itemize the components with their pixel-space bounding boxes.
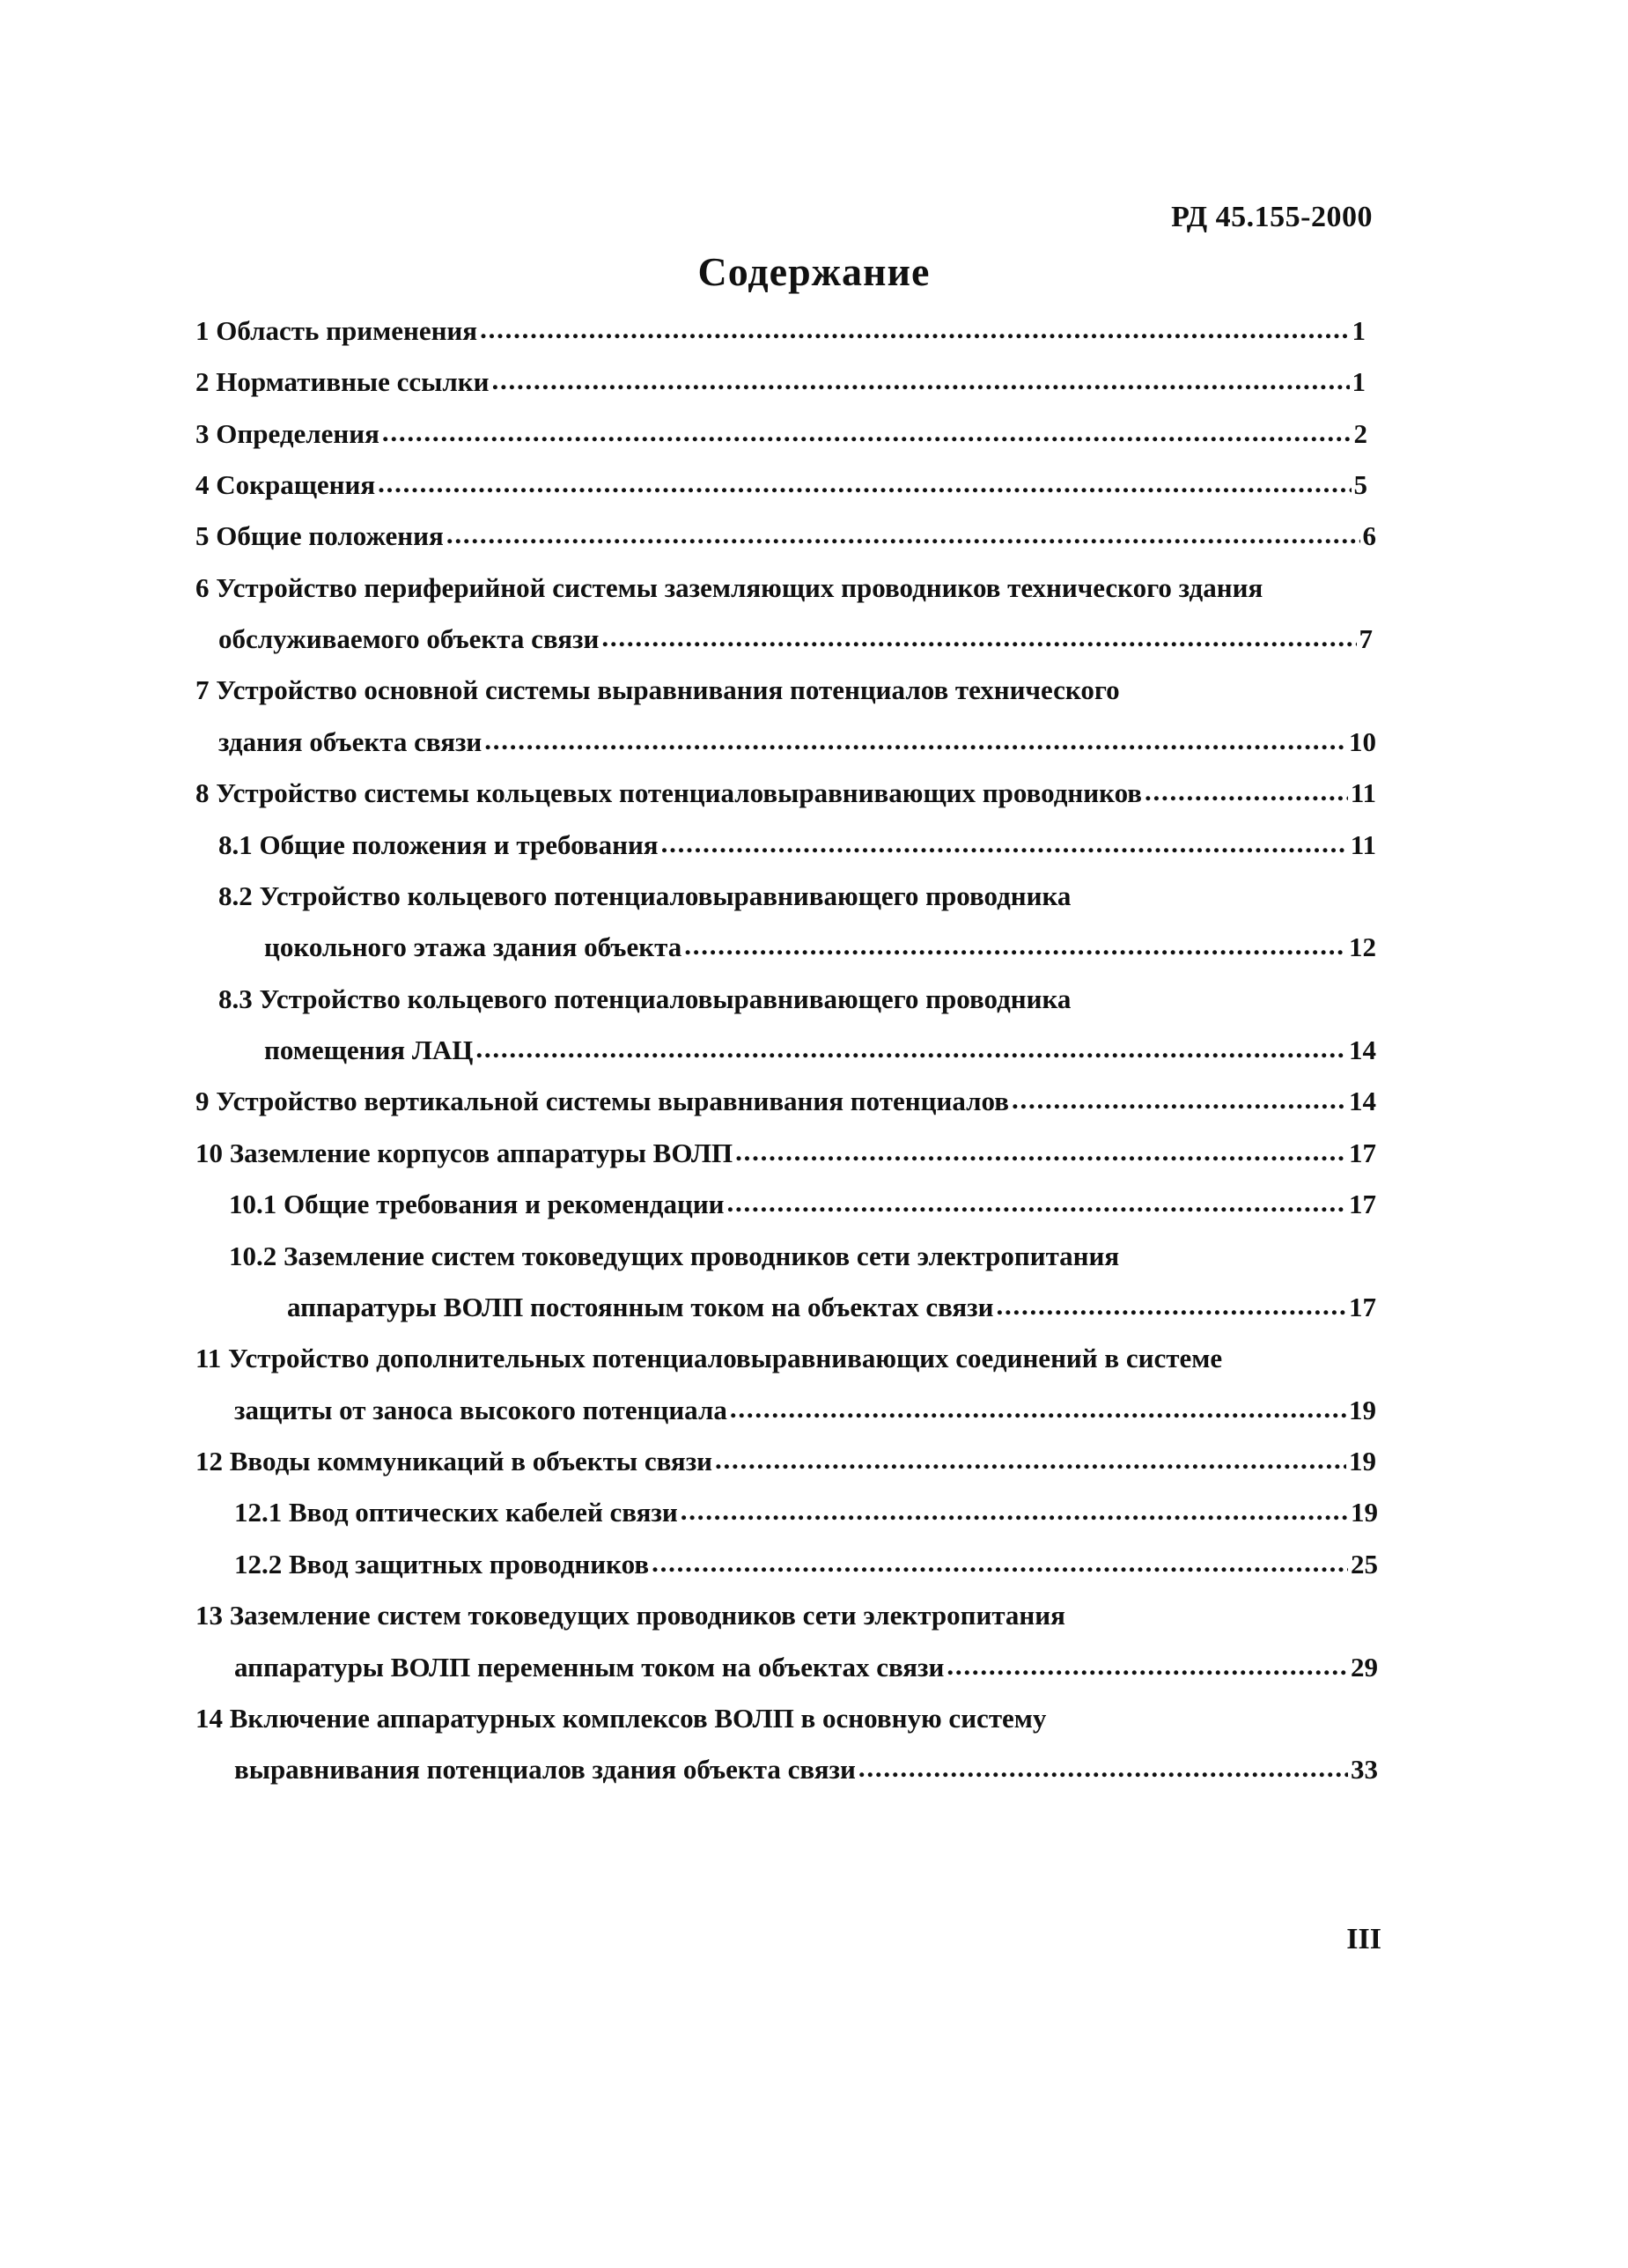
toc-entry [218,726,1376,769]
dot-leader [378,468,1351,499]
toc-entry [264,1035,1376,1077]
toc-entry-label: 3 Определения [195,418,379,449]
dot-leader [684,930,1346,961]
toc-entry [195,572,1263,615]
toc-entry [234,1652,1378,1694]
toc-entry-label: 7 Устройство основной системы выравнивания потенциалов технического [195,674,1120,705]
toc-entry-label: 9 Устройство вертикальной системы выравнивания потенциалов [195,1086,1009,1116]
toc-entry-page: 33 [1351,1754,1378,1785]
toc-entry [195,469,1367,512]
toc-entry-label: обслуживаемого объекта связи [218,623,600,654]
dot-leader [681,1495,1348,1527]
toc-entry-label: помещения ЛАЦ [264,1035,474,1065]
toc-entry [195,1600,1065,1642]
toc-entry-page: 14 [1349,1086,1376,1116]
toc-entry [195,1138,1376,1180]
toc-entry-page: 11 [1350,829,1376,860]
toc-entry-page: 10 [1349,726,1376,757]
dot-leader [997,1290,1346,1322]
dot-leader [475,1033,1346,1064]
toc-entry-label: 10 Заземление корпусов аппаратуры ВОЛП [195,1138,733,1168]
toc-entry-page: 19 [1349,1395,1376,1425]
toc-entry-label: 8.1 Общие положения и требования [218,829,659,860]
dot-leader [652,1547,1348,1579]
dot-leader [947,1650,1348,1682]
toc-entry-page: 14 [1349,1035,1376,1065]
toc-entry-page: 12 [1349,932,1376,962]
toc-entry-page: 7 [1359,623,1373,654]
toc-entry-label: 13 Заземление систем токоведущих проводников сети электропитания [195,1600,1065,1631]
toc-entry [218,623,1373,666]
dot-leader [735,1136,1346,1167]
toc-entry-label: 12.1 Ввод оптических кабелей связи [234,1497,678,1528]
toc-entry-page: 1 [1352,315,1366,346]
toc-entry [195,674,1120,717]
toc-entry-page: 29 [1351,1652,1378,1683]
dot-leader [446,519,1360,550]
dot-leader [730,1393,1346,1425]
toc-entry [195,418,1367,460]
toc-entry-label: выравнивания потенциалов здания объекта связи [234,1754,856,1785]
toc-entry [195,1343,1222,1385]
dot-leader [601,622,1356,653]
toc-entry-label: цокольного этажа здания объекта [264,932,682,962]
toc-entry-page: 6 [1362,520,1376,551]
toc-entry-page: 2 [1353,418,1367,449]
toc-entry-page: 25 [1351,1549,1378,1580]
dot-leader [661,828,1348,859]
toc-entry-page: 1 [1352,366,1366,397]
toc-entry [229,1189,1376,1231]
toc-entry [234,1395,1376,1437]
toc-entry-label: 10.1 Общие требования и рекомендации [229,1189,725,1219]
toc-entry [218,983,1071,1026]
toc-entry-label: 8.2 Устройство кольцевого потенциаловыравнивающего проводника [218,880,1072,911]
toc-entry-label: 5 Общие положения [195,520,444,551]
toc-entry-label: 2 Нормативные ссылки [195,366,490,397]
dot-leader [715,1444,1346,1476]
dot-leader [491,364,1349,396]
toc-entry-label: 4 Сокращения [195,469,376,500]
toc-entry-label: 8 Устройство системы кольцевых потенциаловыравнивающих проводников [195,777,1143,808]
toc-entry-label: 8.3 Устройство кольцевого потенциаловыравнивающего проводника [218,983,1072,1014]
toc-entry [264,932,1376,974]
toc-entry [234,1754,1378,1796]
toc-entry [195,1446,1376,1488]
toc-entry-label: 14 Включение аппаратурных комплексов ВОЛП в основную систему [195,1703,1047,1734]
toc-entry [195,366,1366,409]
toc-entry-label: 6 Устройство периферийной системы заземляющих проводников технического здания [195,572,1263,603]
dot-leader [727,1187,1346,1219]
toc-entry-label: 10.2 Заземление систем токоведущих проводников сети электропитания [229,1241,1120,1271]
toc-entry-label: 12 Вводы коммуникаций в объекты связи [195,1446,713,1476]
toc-entry-label: 1 Область применения [195,315,478,346]
toc-entry-page: 17 [1349,1292,1376,1322]
dot-leader [480,313,1349,345]
toc-entry [229,1241,1119,1283]
toc-entry [287,1292,1376,1334]
dot-leader [484,725,1346,756]
toc-entry [234,1549,1378,1591]
toc-entry [195,315,1366,357]
toc-entry-page: 5 [1353,469,1367,500]
dot-leader [1012,1084,1346,1116]
toc-entry-page: 17 [1349,1138,1376,1168]
toc-entry [218,829,1376,872]
toc-entry-page: 19 [1349,1446,1376,1476]
toc-entry-label: защиты от заноса высокого потенциала [234,1395,727,1425]
toc-entry-label: аппаратуры ВОЛП постоянным током на объектах связи [287,1292,994,1322]
page-number: III [1346,1923,1381,1955]
toc-entry-page: 11 [1350,777,1376,808]
toc-entry [195,777,1376,820]
toc-entry-page: 19 [1351,1497,1378,1528]
dot-leader [382,416,1352,448]
page-title: Содержание [697,249,931,294]
toc-entry [195,1703,1046,1745]
toc-entry [195,1086,1376,1128]
toc-entry [218,880,1071,923]
toc-entry [234,1497,1378,1539]
dot-leader [858,1752,1348,1784]
toc-entry-label: аппаратуры ВОЛП переменным током на объектах связи [234,1652,945,1683]
document-code: РД 45.155-2000 [1171,201,1373,233]
toc-entry-label: здания объекта связи [218,726,483,757]
dot-leader [1145,776,1348,807]
toc-entry [195,520,1376,563]
toc-entry-label: 12.2 Ввод защитных проводников [234,1549,650,1580]
toc-entry-label: 11 Устройство дополнительных потенциаловыравнивающих соединений в системе [195,1343,1223,1373]
toc-entry-page: 17 [1349,1189,1376,1219]
